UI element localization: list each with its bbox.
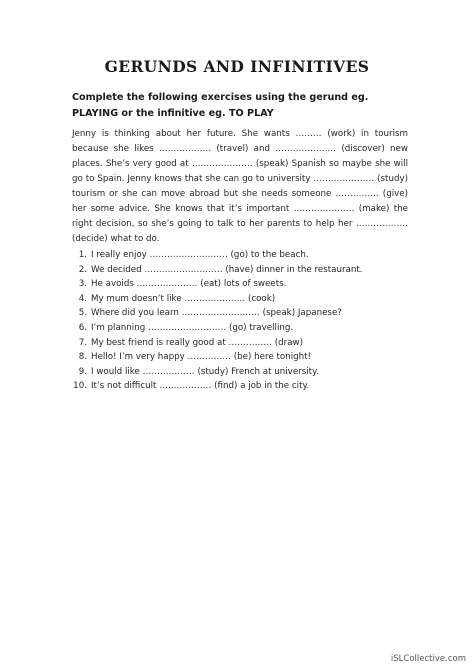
list-item: [72, 277, 412, 292]
list-item: [72, 350, 412, 365]
item-number: 3.: [78, 279, 87, 290]
item-text: My best friend is really good at …………… (draw): [91, 337, 304, 348]
list-item: [72, 336, 412, 351]
item-text: We decided ……………………… (have) dinner in the restaurant.: [91, 264, 363, 275]
watermark-text: iSLCollective.com: [390, 654, 466, 664]
item-text: Where did you learn ……………………… (speak) Japanese?: [91, 308, 342, 319]
list-item: [72, 248, 412, 263]
item-text: I’m planning ……………………… (go) travelling.: [91, 322, 294, 333]
list-item: [72, 321, 412, 336]
item-number: 9.: [78, 366, 87, 377]
item-text: I really enjoy ……………………… (go) to the beach.: [91, 250, 309, 260]
list-item: [72, 263, 412, 278]
item-number: 2.: [78, 264, 87, 275]
item-text: He avoids ………………… (eat) lots of sweets.: [91, 279, 287, 290]
item-number: 7.: [78, 337, 87, 348]
exercise-list: [72, 248, 412, 394]
page-title: GERUNDS AND INFINITIVES: [104, 57, 370, 76]
list-item: [72, 365, 412, 380]
item-number: 5.: [78, 308, 87, 319]
story-paragraph: Jenny is thinking about her future. She wants ……… (work) in tourism because she likes ……………… (travel) and ………………… (discover) new places. She’s very good at ………………… (speak) Spanish so maybe she will go to Spain. Jenny knows that she can go to university ………………… (study) tourism or she can move abroad but she needs someone …………… (give) her some advice. She knows that it’s important ………………… (make) the right decision, so she’s going to talk to her parents to help her ……………… (decide) what to do.: [72, 129, 408, 244]
list-item: [72, 379, 412, 394]
item-text: My mum doesn’t like ………………… (cook): [91, 293, 276, 304]
item-number: 6.: [78, 322, 87, 333]
list-item: [72, 292, 412, 307]
item-text: Hello! I’m very happy …………… (be) here tonight!: [91, 352, 312, 363]
instructions-text: Complete the following exercises using the gerund eg. PLAYING or the infinitive eg. TO PLAY: [72, 92, 369, 119]
item-number: 1.: [78, 250, 87, 260]
item-number: 8.: [78, 352, 87, 363]
list-item: [72, 306, 412, 321]
item-number: 4.: [78, 293, 87, 304]
item-text: It’s not difficult ……………… (find) a job in the city.: [91, 381, 310, 392]
item-number: 10.: [73, 381, 87, 392]
item-text: I would like ……………… (study) French at university.: [91, 366, 319, 377]
